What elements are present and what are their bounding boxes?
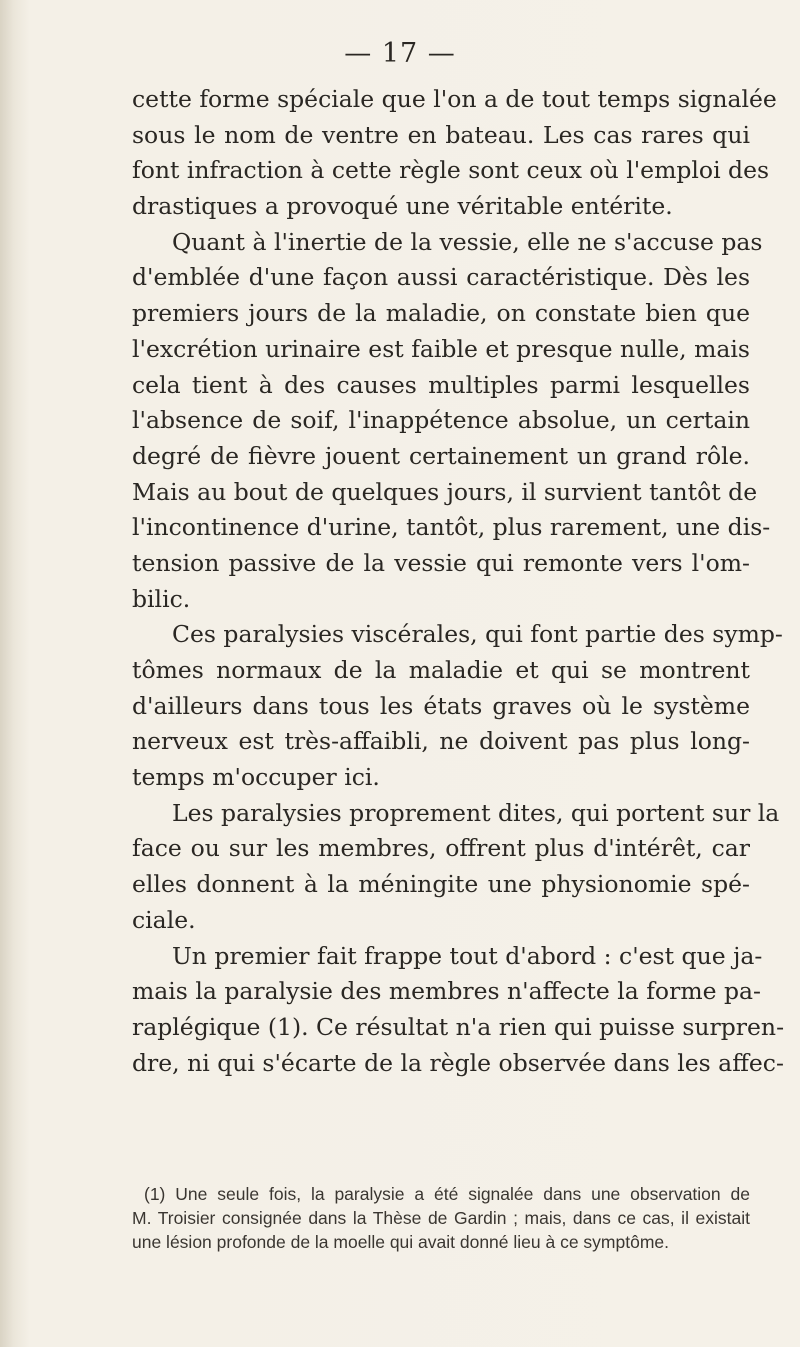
text-line: tension passive de la vessie qui remonte vers l'om- (132, 548, 750, 577)
text-line: ciale. (132, 905, 196, 934)
text-line: raplégique (1). Ce résultat n'a rien qui puisse surpren- (132, 1012, 785, 1041)
text-line: Un premier fait frappe tout d'abord : c'est que ja- (172, 941, 763, 970)
text-line: font infraction à cette règle sont ceux où l'emploi des (132, 156, 770, 185)
text-line: Ces paralysies viscérales, qui font partie des symp- (172, 620, 783, 649)
text-line: degré de fièvre jouent certainement un grand rôle. (132, 441, 750, 470)
text-line: d'emblée d'une façon aussi caractéristique. Dès les (132, 263, 750, 292)
text-line: dre, ni qui s'écarte de la règle observée dans les affec- (132, 1048, 784, 1077)
text-line: tômes normaux de la maladie et qui se montrent (132, 656, 750, 684)
body-text (132, 82, 785, 1081)
footnote-line: M. Troisier consignée dans la Thèse de Gardin ; mais, dans ce cas, il existait (132, 1208, 750, 1228)
text-line: face ou sur les membres, offrent plus d'intérêt, car (132, 834, 750, 863)
text-line: sous le nom de ventre en bateau. Les cas rares qui (132, 120, 750, 149)
footnote-line: une lésion profonde de la moelle qui avait donné lieu à ce symptôme. (132, 1232, 670, 1252)
text-line: drastiques a provoqué une véritable entérite. (132, 192, 673, 221)
text-line: l'incontinence d'urine, tantôt, plus rarement, une dis- (132, 513, 771, 542)
text-line: Mais au bout de quelques jours, il survient tantôt de (132, 477, 758, 506)
page-number: — 17 — (344, 38, 456, 69)
text-line: nerveux est très-affaibli, ne doivent pas plus long- (132, 727, 750, 756)
text-line: l'excrétion urinaire est faible et presque nulle, mais (132, 334, 750, 363)
footnote-line: (1) Une seule fois, la paralysie a été signalée dans une observation de (144, 1184, 750, 1204)
footnote (132, 1182, 750, 1254)
text-line: elles donnent à la méningite une physionomie spé- (132, 870, 750, 899)
text-line: cela tient à des causes multiples parmi lesquelles (132, 370, 750, 399)
text-line: cette forme spéciale que l'on a de tout temps signalée (132, 85, 777, 113)
text-line: Quant à l'inertie de la vessie, elle ne s'accuse pas (172, 227, 763, 256)
text-line: d'ailleurs dans tous les états graves où le système (132, 691, 750, 720)
text-line: Les paralysies proprement dites, qui portent sur la (172, 798, 780, 827)
text-line: l'absence de soif, l'inappétence absolue, un certain (132, 406, 750, 435)
text-line: temps m'occuper ici. (132, 763, 380, 792)
text-line: mais la paralysie des membres n'affecte la forme pa- (132, 977, 761, 1006)
text-line: bilic. (132, 584, 191, 613)
text-line: premiers jours de la maladie, on constate bien que (132, 299, 750, 328)
